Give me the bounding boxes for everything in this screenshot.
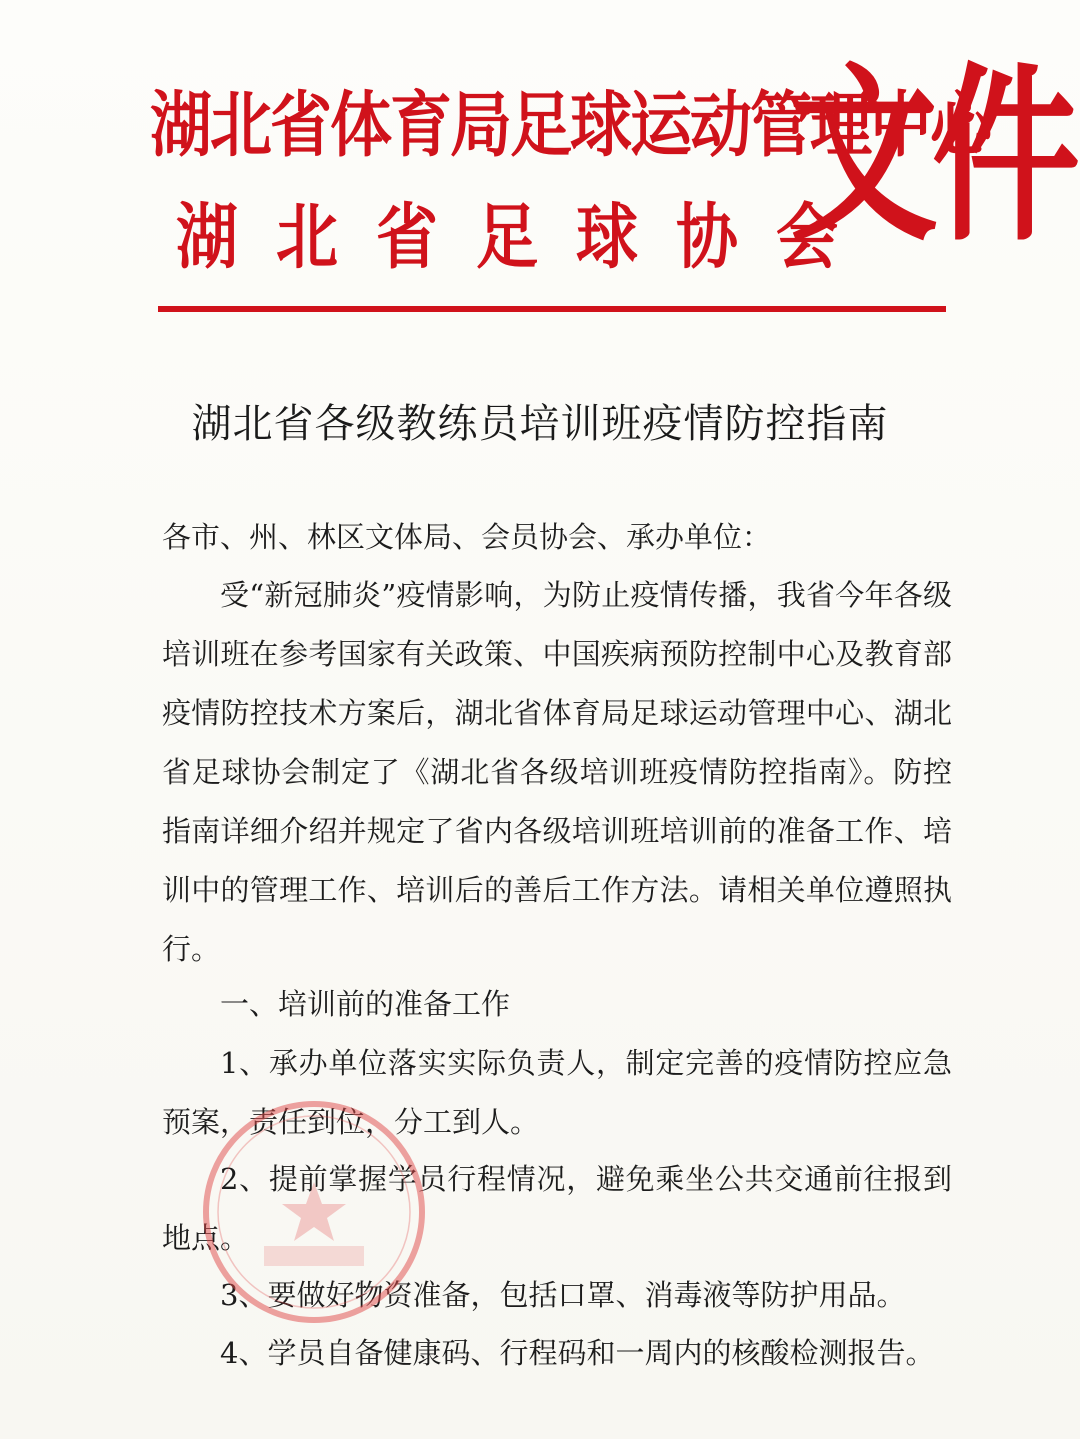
salutation: 各市、州、林区文体局、会员协会、承办单位： [162,520,772,554]
document-title: 湖北省各级教练员培训班疫情防控指南 [191,401,889,447]
issuer-name-2: 湖北省足球协会 [176,194,877,279]
issuer-name-1: 湖北省体育局足球运动管理中心 [150,82,991,167]
list-item: 1、承办单位落实实际负责人，制定完善的疫情防控应急预案，责任到位，分工到人。 [162,1046,952,1139]
list-item: 2、提前掌握学员行程情况，避免乘坐公共交通前往报到地点。 [162,1162,952,1255]
letterhead-divider [158,306,946,312]
section-heading: 一、培训前的准备工作 [220,987,511,1021]
list-item: 4、学员自备健康码、行程码和一周内的核酸检测报告。 [220,1336,935,1370]
document-label: 文件 [790,46,1074,267]
letterhead [150,46,1074,279]
official-seal-icon [198,1096,430,1328]
list-item: 3、要做好物资准备，包括口罩、消毒液等防护用品。 [220,1278,906,1312]
intro-paragraph: 受“新冠肺炎”疫情影响，为防止疫情传播，我省今年各级培训班在参考国家有关政策、中国疾病预防控制中心及教育部疫情防控技术方案后，湖北省体育局足球运动管理中心、湖北省足球协会制定了《湖北省各级培训班疫情防控指南》。防控指南详细介绍并规定了省内各级培训班培训前的准备工作、培训中的管理工作、培训后的善后工作方法。请相关单位遵照执行。 [162,578,952,966]
